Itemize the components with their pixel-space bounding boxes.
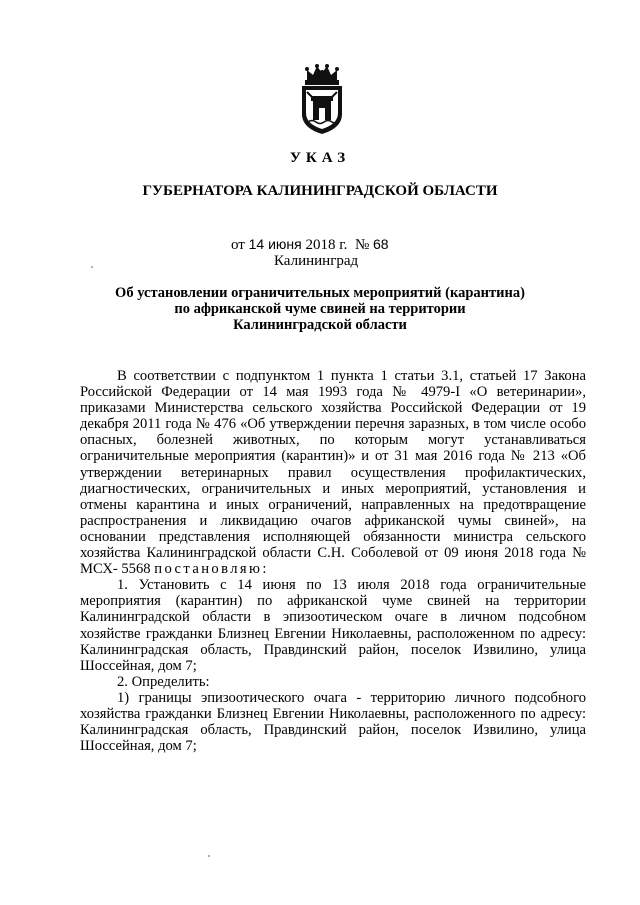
date-number-line xyxy=(231,236,389,254)
city-name: Калининград xyxy=(274,253,359,269)
decree-number: 68 xyxy=(373,236,389,252)
issuer-title: ГУБЕРНАТОРА КАЛИНИНГРАДСКОЙ ОБЛАСТИ xyxy=(142,183,498,199)
item-1: 1. Установить с 14 июня по 13 июля 2018 года ограничительные мероприятия (карантин) по африканской чуме свиней на территории Калининградской области в эпизоотическом очаге в личном подсобном хозяйстве гражданки Близнец Евгении Николаевны, расположенном по адресу: Калининградская область, Правдинский район, поселок Извилино, улица Шоссейная, дом 7; xyxy=(80,577,586,674)
decree-body xyxy=(80,368,586,754)
scan-speck xyxy=(91,266,93,268)
heading-line-1: Об установлении ограничительных мероприятий (карантина) xyxy=(115,285,525,301)
intro-text: В соответствии с подпунктом 1 пункта 1 статьи 3.1, статьей 17 Закона Российской Федерации от 14 мая 1993 года № 4979-I «О ветеринарии», приказами Министерства сельского хозяйства Российской Федерации от 19 декабря 2011 года № 476 «Об утверждении перечня заразных, в том числе особо опасных, болезней животных, по которым могут устанавливаться ограничительные мероприятия (карантин)» и от 31 мая 2016 года № 213 «Об утверждении ветеринарных правил осуществления профилактических, диагностических, ограничительных и иных мероприятий, установления и отмены карантина и иных ограничений, направленных на предотвращение распространения и ликвидацию очагов африканской чумы свиней», на основании представления исполняющей обязанности министра сельского хозяйства Калининградской области С.Н. Соболевой от 09 июня 2018 года № МСХ- 5568 xyxy=(80,368,586,578)
document-type-title: УКАЗ xyxy=(289,150,351,166)
decree-word: постановляю: xyxy=(154,561,269,578)
intro-paragraph xyxy=(80,368,586,577)
item-2: 2. Определить: xyxy=(117,673,210,690)
number-sign: № xyxy=(354,237,370,253)
heading-line-2: по африканской чуме свиней на территории xyxy=(174,301,466,317)
scan-speck xyxy=(208,855,210,857)
date-day-month: 14 июня xyxy=(248,236,302,252)
heading-line-3: Калининградской области xyxy=(233,317,407,333)
date-prefix: от xyxy=(231,237,245,253)
date-year: 2018 г. xyxy=(305,237,348,253)
decree-heading xyxy=(0,285,640,333)
item-2-1: 1) границы эпизоотического очага - территорию личного подсобного хозяйства гражданки Близнец Евгении Николаевны, расположенного по адресу: Калининградская область, Правдинский район, поселок Извилино, улица Шоссейная, дом 7; xyxy=(80,689,586,755)
coat-of-arms-icon xyxy=(298,64,346,136)
